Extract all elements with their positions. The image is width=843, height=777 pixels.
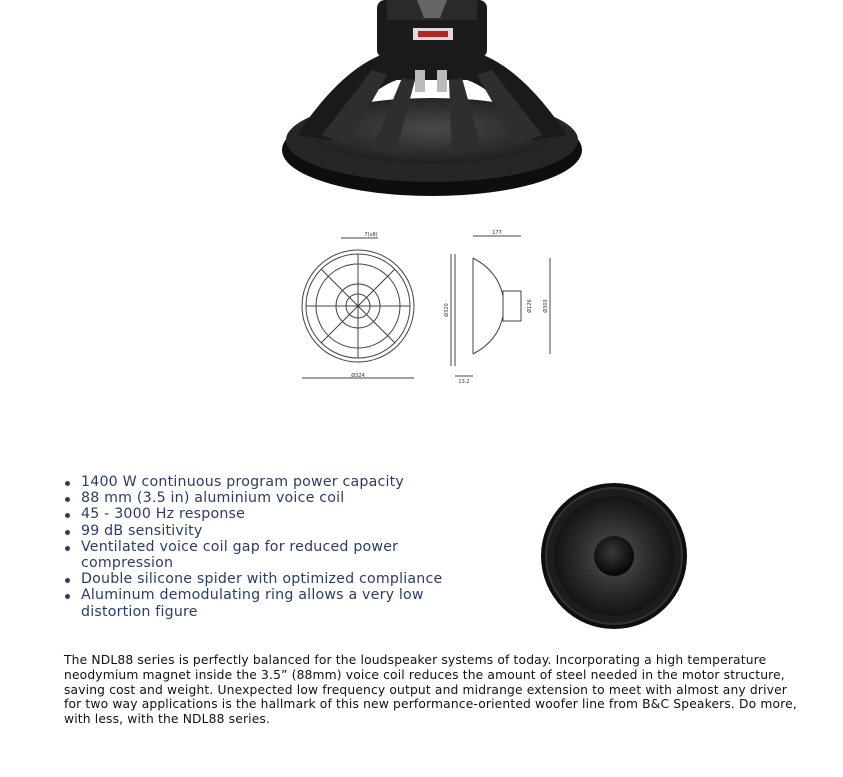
speaker-rear-photo <box>277 0 587 200</box>
technical-drawing <box>293 226 563 386</box>
dim-magnet-dia-label: Ø126 <box>527 299 533 313</box>
dim-flange-label: 13.2 <box>458 379 470 385</box>
bullet-icon <box>65 530 70 535</box>
bullet-icon <box>65 513 70 518</box>
feature-item: Double silicone spider with optimized compliance <box>64 571 464 587</box>
feature-item: Ventilated voice coil gap for reduced power compression <box>64 539 464 571</box>
dim-depth-label: 177 <box>492 230 502 236</box>
feature-item: 88 mm (3.5 in) aluminium voice coil <box>64 490 464 506</box>
feature-item: 1400 W continuous program power capacity <box>64 474 464 490</box>
feature-item: Aluminum demodulating ring allows a very low distortion figure <box>64 587 464 619</box>
feature-item: 99 dB sensitivity <box>64 523 464 539</box>
dim-bolt-label: 7(x8) <box>364 232 378 238</box>
feature-item: 45 - 3000 Hz response <box>64 506 464 522</box>
dim-front-dia-label: Ø324 <box>351 373 365 379</box>
bullet-icon <box>65 481 70 486</box>
bullet-icon <box>65 594 70 599</box>
bullet-icon <box>65 578 70 583</box>
product-description: The NDL88 series is perfectly balanced for the loudspeaker systems of today. Incorporating a high temperature neodymium magnet inside the 3.5” (88mm) voice coil reduces the amount of steel needed in the motor structure, saving cost and weight. Unexpected low frequency output and midrange extension to meet with almost any driver for two way applications is the hallmark of this new performance-oriented woofer line from B&C Speakers. Do more, with less, with the NDL88 series. <box>64 653 797 727</box>
bullet-icon <box>65 497 70 502</box>
bullet-icon <box>65 546 70 551</box>
dim-overall-dia-label: Ø303 <box>543 299 549 313</box>
dim-outer-dia-label: Ø320 <box>444 303 450 317</box>
feature-list <box>64 474 464 620</box>
speaker-front-photo <box>540 482 688 630</box>
